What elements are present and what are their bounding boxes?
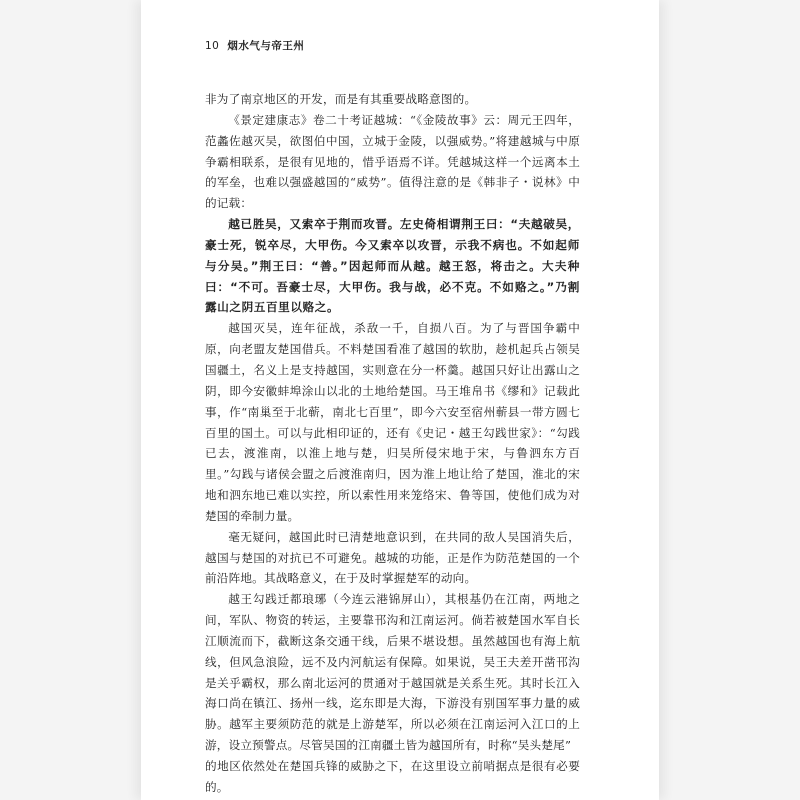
paragraph: 的地区依然处在楚国兵锋的威胁之下，在这里设立前哨据点是很有必要的。 bbox=[205, 759, 580, 794]
paragraph: 越王勾践迁都琅琊（今连云港锦屏山），其根基仍在江南，两地之间，军队、物资的转运，主要靠邗沟和江南运河。倘若被楚国水军自长江顺流而下，截断这条交通干线，后果不堪设想。虽然越国也有海上航线，但风急浪险，远不及内河航运有保障。如果说，吴王夫差开凿邗沟是关乎霸权，那么南北运河的贯通对于越国就是关系生死。其时长江入海口尚在镇江、扬州一线，迄东即是大海，下游没有别国军事力量的威胁。越军主要须防范的就是上游楚军，所以必须在江南运河入江口的上游，设立预警点。尽管吴国的江南疆土皆为越国所有，时称“吴头楚尾” bbox=[205, 592, 580, 753]
book-title: 烟水气与帝王州 bbox=[227, 40, 305, 52]
paragraph: 《景定建康志》卷二十考证越城：“《金陵故事》云：周元王四年，范蠡佐越灭吴，欲图伯中国，立城于金陵，以强威势。”将建越城与中原争霸相联系，是很有见地的，惜乎语焉不详。凭越城这样一个远离本土的军垒，也难以强盛越国的“威势”。值得注意的是《韩非子・说林》中的记载： bbox=[205, 112, 580, 211]
paragraph: 毫无疑问，越国此时已清楚地意识到，在共同的敌人吴国消失后，越国与楚国的对抗已不可避免。越城的功能，正是作为防范楚国的一个前沿阵地。其战略意义，在于及时掌握楚军的动向。 bbox=[205, 529, 580, 586]
page-number: 10 bbox=[205, 40, 220, 52]
paragraph: 非为了南京地区的开发，而是有其重要战略意图的。 bbox=[205, 92, 477, 106]
paragraph: 越国灭吴，连年征战，杀敌一千，自损八百。为了与晋国争霸中原，向老盟友楚国借兵。不料楚国看准了越国的软肋，趁机起兵占领吴国疆土，名义上是支持越国，实则意在分一杯羹。越国只好让出露山之阴，即今安徽蚌埠涂山以北的土地给楚国。马王堆帛书《缪和》记载此事，作“南巢至于北蕲，南北七百里”，即今六安至宿州蕲县一带方圆七百里的国土。可以与此相印证的，还有《史记・越王勾践世家》：“勾践已去，渡淮南，以淮上地与楚，归吴所侵宋地于宋，与鲁泗东方百里。”勾践与诸侯会盟之后渡淮南归，因为淮上地让给了楚国，淮北的宋地和泗东地已难以实控，所以索性用来笼络宋、鲁等国，使他们成为对楚国的牵制力量。 bbox=[205, 321, 580, 523]
block-quote: 越已胜吴，又索卒于荆而攻晋。左史倚相谓荆王曰：“夫越破吴，豪士死，锐卒尽，大甲伤。今又索卒以攻晋，示我不病也。不如起师与分吴。”荆王曰：“善。”因起师而从越。越王怒，将击之。大夫种曰：“不可。吾豪士尽，大甲伤。我与战，必不克。不如赂之。”乃割露山之阴五百里以赂之。 bbox=[205, 217, 580, 315]
body-text bbox=[205, 89, 580, 794]
running-header bbox=[205, 38, 304, 53]
